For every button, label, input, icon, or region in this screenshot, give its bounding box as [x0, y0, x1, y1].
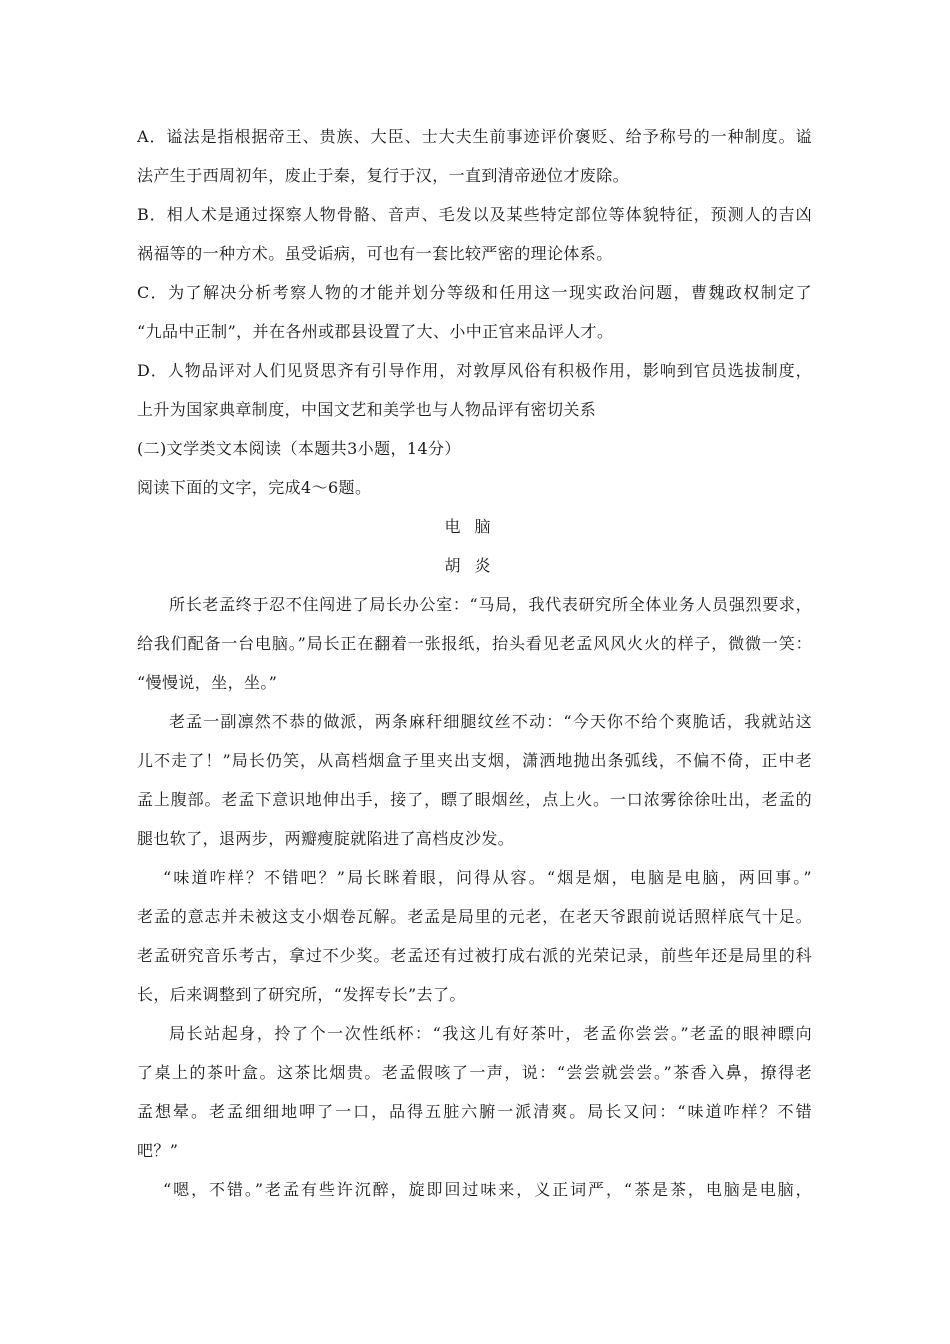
option-a-line-1: A．谥法是指根据帝王、贵族、大臣、士大夫生前事迹评价褒贬、给予称号的一种制度。谥	[137, 127, 812, 146]
paragraph-1-line-1: 所长老孟终于忍不住闯进了局长办公室：“马局，我代表研究所全体业务人员强烈要求，	[169, 595, 812, 614]
paragraph-1-line-3: “慢慢说，坐，坐。”	[137, 673, 278, 692]
paragraph-4-line-3: 孟想晕。老孟细细地呷了一口，品得五脏六腑一派清爽。局长又问：“味道咋样？不错	[137, 1102, 812, 1121]
paragraph-3-line-3: 老孟研究音乐考古，拿过不少奖。老孟还有过被打成右派的光荣记录，前些年还是局里的科	[137, 946, 812, 965]
section-instruction: 阅读下面的文字，完成4～6题。	[137, 478, 372, 497]
story-title: 电脑	[444, 517, 505, 536]
document-page	[137, 117, 812, 1209]
paragraph-2-line-1: 老孟一副凛然不恭的做派，两条麻秆细腿纹丝不动：“今天你不给个爽脆话，我就站这	[169, 712, 812, 731]
story-author: 胡炎	[444, 556, 505, 575]
paragraph-4-line-4: 吧？”	[137, 1141, 179, 1160]
option-c-line-1: C．为了解决分析考察人物的才能并划分等级和任用这一现实政治问题，曹魏政权制定了	[137, 283, 812, 302]
paragraph-3-line-1: “味道咋样？不错吧？”局长眯着眼，问得从容。“烟是烟，电脑是电脑，两回事。”	[163, 868, 812, 887]
option-b-line-2: 祸福等的一种方术。虽受诟病，可也有一套比较严密的理论体系。	[137, 244, 613, 263]
paragraph-4-line-2: 了桌上的茶叶盒。这茶比烟贵。老孟假咳了一声，说：“尝尝就尝尝。”茶香入鼻，撩得老	[137, 1063, 812, 1082]
option-c-line-2: “九品中正制”，并在各州或郡县设置了大、小中正官来品评人才。	[137, 322, 614, 341]
paragraph-2-line-3: 孟上腹部。老孟下意识地伸出手，接了，瞟了眼烟丝，点上火。一口浓雾徐徐吐出，老孟的	[137, 790, 812, 809]
paragraph-2-line-2: 儿不走了！”局长仍笑，从高档烟盒子里夹出支烟，潇洒地抛出条弧线，不偏不倚，正中老	[137, 751, 812, 770]
paragraph-3-line-4: 长，后来调整到了研究所，“发挥专长”去了。	[137, 985, 466, 1004]
option-d-line-1: D．人物品评对人们见贤思齐有引导作用，对敦厚风俗有积极作用，影响到官员选拔制度，	[137, 361, 812, 380]
paragraph-1-line-2: 给我们配备一台电脑。”局长正在翻着一张报纸，抬头看见老孟风风火火的样子，微微一笑：	[137, 634, 812, 653]
option-b-line-1: B．相人术是通过探察人物骨骼、音声、毛发以及某些特定部位等体貌特征，预测人的吉凶	[137, 205, 812, 224]
paragraph-3-line-2: 老孟的意志并未被这支小烟卷瓦解。老孟是局里的元老，在老天爷跟前说话照样底气十足。	[137, 907, 812, 926]
paragraph-2-line-4: 腿也软了，退两步，两瓣瘦腚就陷进了高档皮沙发。	[137, 829, 515, 848]
option-d-line-2: 上升为国家典章制度，中国文艺和美学也与人物品评有密切关系	[137, 400, 597, 419]
paragraph-4-line-1: 局长站起身，拎了个一次性纸杯：“我这儿有好茶叶，老孟你尝尝。”老孟的眼神瞟向	[169, 1024, 812, 1043]
paragraph-5-line-1: “嗯，不错。”老孟有些许沉醉，旋即回过味来，义正词严，“茶是茶，电脑是电脑，	[163, 1180, 812, 1199]
option-a-line-2: 法产生于西周初年，废止于秦，复行于汉，一直到清帝逊位才废除。	[137, 166, 630, 185]
section-heading: (二)文学类文本阅读（本题共3小题，14分）	[137, 439, 461, 458]
